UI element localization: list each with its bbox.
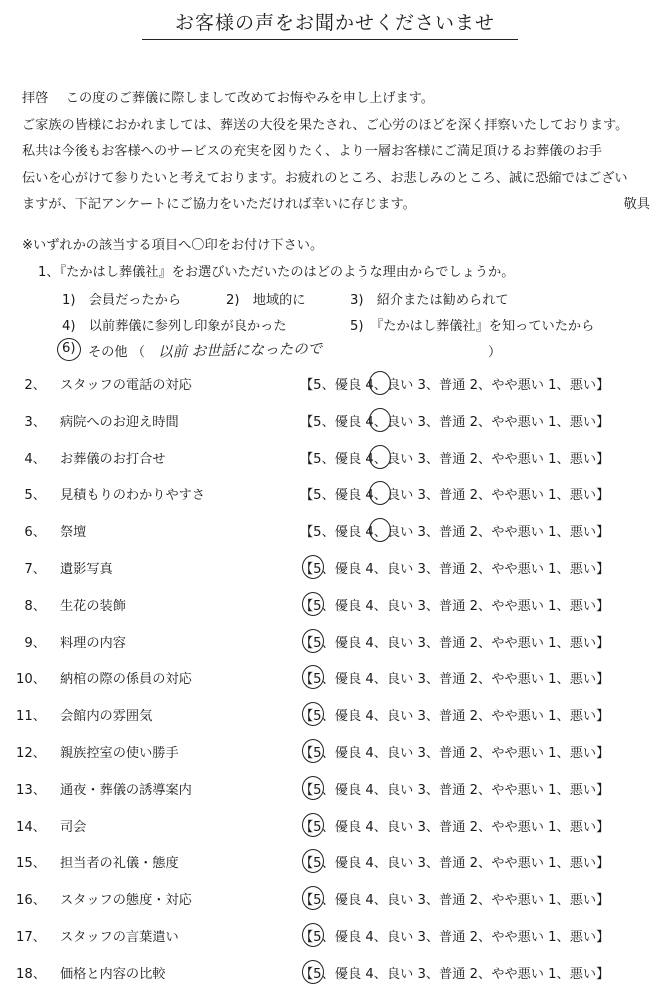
question-number: 15、 [16,856,46,872]
q1-option-3[interactable]: 3) 紹介または勧められて [350,293,509,308]
q1-option-5[interactable]: 5) 『たかはし葬儀社』を知っていたから [350,319,595,334]
greeting-line [22,192,652,219]
greeting-line: 拝啓 この度のご葬儀に際しまして改めてお悔やみを申し上げます。 [22,91,434,106]
question-text: 司会 [60,819,87,835]
question-text: 納棺の際の係員の対応 [60,672,192,688]
question-text: 価格と内容の比較 [60,966,166,982]
question-number: 13、 [16,782,46,798]
page-title: お客様の声をお聞かせくださいませ [174,12,495,34]
rating-row [0,742,670,764]
question-text: お葬儀のお打合せ [60,451,166,467]
rating-row [0,484,670,506]
instruction-notice: ※いずれかの該当する項目へ〇印をお付け下さい。 [22,238,324,253]
rating-scale[interactable]: 【5、優良 4、良い 3、普通 2、やや悪い 1、悪い】 [300,893,610,909]
question-text: 担当者の礼儀・態度 [60,856,179,872]
rating-row [0,595,670,617]
question-number: 11、 [16,709,46,725]
question-number: 5、 [24,488,46,504]
question-text: スタッフの態度・対応 [60,893,192,909]
question-number: 16、 [16,893,46,909]
rating-row [0,558,670,580]
question-number: 17、 [16,930,46,945]
rating-row [0,963,670,985]
rating-scale[interactable]: 【5、優良 4、良い 3、普通 2、やや悪い 1、悪い】 [300,746,610,761]
question-number: 3、 [24,414,46,430]
q1-option-4[interactable]: 4) 以前葬儀に参列し印象が良かった [62,319,287,334]
q1-handwritten-answer: 以前 お世話になったので [157,341,323,361]
rating-scale[interactable]: 【5、優良 4、良い 3、普通 2、やや悪い 1、悪い】 [300,525,610,541]
rating-scale[interactable]: 【5、優良 4、良い 3、普通 2、やや悪い 1、悪い】 [300,709,610,725]
question-number: 8、 [24,598,46,614]
question-text: 会館内の雰囲気 [60,709,153,725]
question-number: 2、 [24,378,46,393]
rating-scale[interactable]: 【5、優良 4、良い 3、普通 2、やや悪い 1、悪い】 [300,782,610,798]
rating-row [0,448,670,470]
question-text: スタッフの言葉遣い [60,930,179,945]
rating-scale[interactable]: 【5、優良 4、良い 3、普通 2、やや悪い 1、悪い】 [300,562,610,577]
rating-row [0,374,670,396]
question-text: 料理の内容 [60,635,126,651]
question-number: 18、 [16,966,46,982]
question-text: 祭壇 [60,525,87,541]
rating-row [0,705,670,727]
question-number: 6、 [24,525,46,541]
rating-scale[interactable]: 【5、優良 4、良い 3、普通 2、やや悪い 1、悪い】 [300,930,610,945]
rating-scale[interactable]: 【5、優良 4、良い 3、普通 2、やや悪い 1、悪い】 [300,488,610,504]
rating-row [0,852,670,874]
rating-scale[interactable]: 【5、優良 4、良い 3、普通 2、やや悪い 1、悪い】 [300,414,610,430]
greeting-line-text: ますが、下記アンケートにご協力をいただければ幸いに存じます。 [22,197,416,212]
greeting-line: 伝いを心がけて参りたいと考えております。お疲れのところ、お悲しみのところ、誠に恐縮ではござい [22,170,628,186]
rating-scale[interactable]: 【5、優良 4、良い 3、普通 2、やや悪い 1、悪い】 [300,672,610,688]
question-text: 見積もりのわかりやすさ [60,488,206,504]
rating-scale[interactable]: 【5、優良 4、良い 3、普通 2、やや悪い 1、悪い】 [300,451,610,467]
question-number: 14、 [16,819,46,835]
question-text: 遺影写真 [60,562,113,577]
q1-option-1[interactable]: 1) 会員だったから [62,293,182,308]
question-text: 生花の装飾 [60,598,126,614]
closing-keigu: 敬具 [623,197,650,212]
question-text: スタッフの電話の対応 [60,378,192,393]
rating-scale[interactable]: 【5、優良 4、良い 3、普通 2、やや悪い 1、悪い】 [300,598,610,614]
greeting-paragraph [22,86,652,219]
question-text: 通夜・葬儀の誘導案内 [60,782,192,798]
rating-row [0,521,670,543]
q1-option-6-label[interactable]: その他 （ [88,345,145,360]
rating-scale[interactable]: 【5、優良 4、良い 3、普通 2、やや悪い 1、悪い】 [300,819,610,835]
question-number: 4、 [24,451,46,467]
rating-row [0,632,670,654]
rating-row [0,816,670,838]
question-number: 9、 [24,635,46,651]
rating-row [0,926,670,948]
rating-row [0,779,670,801]
question-number: 7、 [24,562,46,577]
rating-row [0,668,670,690]
rating-scale[interactable]: 【5、優良 4、良い 3、普通 2、やや悪い 1、悪い】 [300,635,610,651]
title-underline [142,39,518,40]
q1-option-2[interactable]: 2) 地域的に [226,293,306,308]
rating-scale[interactable]: 【5、優良 4、良い 3、普通 2、やや悪い 1、悪い】 [300,856,610,872]
question-number: 12、 [16,746,46,761]
question-text: 病院へのお迎え時間 [60,414,179,430]
question-1-label: 1、『たかはし葬儀社』をお選びいただいたのはどのような理由からでしょうか。 [38,265,515,280]
rating-scale[interactable]: 【5、優良 4、良い 3、普通 2、やや悪い 1、悪い】 [300,966,610,982]
rating-row [0,411,670,433]
rating-row [0,889,670,911]
question-text: 親族控室の使い勝手 [60,746,179,761]
greeting-line: ご家族の皆様におかれましては、葬送の大役を果たされ、ご心労のほどを深く拝察いたしております。 [22,117,629,133]
q1-option-6-number[interactable]: 6) [62,341,76,356]
q1-option-6-close: ） [488,345,502,360]
rating-scale[interactable]: 【5、優良 4、良い 3、普通 2、やや悪い 1、悪い】 [300,378,610,393]
greeting-line: 私共は今後もお客様へのサービスの充実を図りたく、より一層お客様にご満足頂けるお葬儀のお手 [22,144,602,159]
question-number: 10、 [16,672,46,688]
